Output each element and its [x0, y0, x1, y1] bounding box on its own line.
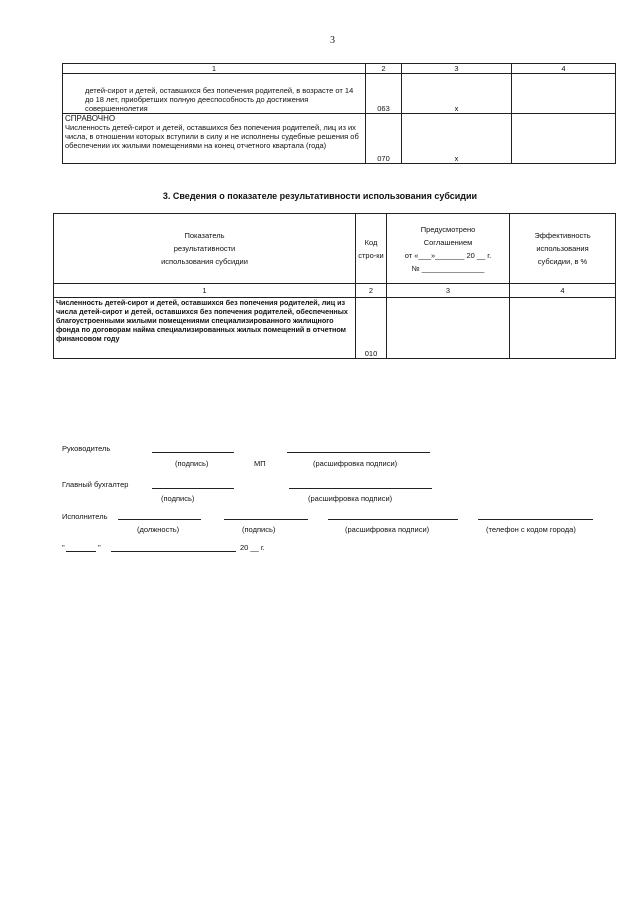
- column-numbers-row: [54, 284, 616, 298]
- col-number: 2: [366, 64, 402, 74]
- head-label: Руководитель: [62, 444, 111, 453]
- table-row: [54, 298, 616, 359]
- executor-phone-line: [478, 519, 593, 520]
- date-day-line: [66, 551, 96, 552]
- header-row: [54, 214, 616, 284]
- accountant-signature-caption: (подпись): [161, 494, 195, 503]
- stamp-label: МП: [254, 459, 266, 468]
- row-value: [510, 298, 616, 359]
- header-efficiency: Эффективность использования субсидии, в %: [510, 214, 616, 284]
- accountant-decoding-line: [289, 488, 432, 489]
- head-decoding-caption: (расшифровка подписи): [313, 459, 398, 468]
- accountant-decoding-caption: (расшифровка подписи): [308, 494, 393, 503]
- row-label: [63, 114, 366, 164]
- executor-decoding-caption: (расшифровка подписи): [345, 525, 430, 534]
- row-value: [512, 74, 616, 114]
- row-label: детей-сирот и детей, оставшихся без попечения родителей, в возрасте от 14 до 18 лет, приобретших полную дееспособность до достижения совершеннолетия: [63, 74, 366, 114]
- row-heading: СПРАВОЧНО: [65, 114, 116, 123]
- col-number: 1: [54, 284, 356, 298]
- executor-position-caption: (должность): [137, 525, 180, 534]
- date-quote-close: ": [98, 543, 101, 552]
- row-code: 063: [366, 74, 402, 114]
- header-indicator: Показатель результативности использования субсидии: [54, 214, 356, 284]
- row-value: х: [402, 114, 512, 164]
- head-signature-line: [152, 452, 234, 453]
- row-label: Численность детей-сирот и детей, оставшихся без попечения родителей, лиц из числа детей-сирот и детей, оставшихся без попечения родителей, обеспеченных благоустроенными жилыми помещениями специализированного жилищного фонда по договорам найма специализированных жилых помещений в отчетном финансовом году: [54, 298, 356, 359]
- col-number: 3: [387, 284, 510, 298]
- head-signature-caption: (подпись): [175, 459, 209, 468]
- row-code: 010: [356, 298, 387, 359]
- row-code: 070: [366, 114, 402, 164]
- page-number: 3: [330, 35, 335, 46]
- accountant-signature-line: [152, 488, 234, 489]
- executor-phone-caption: (телефон с кодом города): [486, 525, 576, 534]
- row-value: [387, 298, 510, 359]
- col-number: 4: [510, 284, 616, 298]
- col-number: 3: [402, 64, 512, 74]
- row-text: Численность детей-сирот и детей, оставшихся без попечения родителей, лиц из их числа, в отношении которых вступили в силу и не исполнены судебные решения об обеспечении их жилыми помещениями на конец отчетного квартала (года): [65, 123, 359, 150]
- executor-decoding-line: [328, 519, 458, 520]
- executor-position-line: [118, 519, 201, 520]
- header-code: Код стро-ки: [356, 214, 387, 284]
- col-number: 1: [63, 64, 366, 74]
- section-title: 3. Сведения о показателе результативности использования субсидии: [162, 191, 478, 201]
- continuation-table: [62, 63, 616, 164]
- column-numbers-row: [63, 64, 616, 74]
- col-number: 2: [356, 284, 387, 298]
- executor-signature-caption: (подпись): [242, 525, 276, 534]
- table-row: [63, 74, 616, 114]
- indicator-table: [53, 213, 616, 359]
- accountant-label: Главный бухгалтер: [62, 480, 129, 489]
- date-quote-open: ": [62, 543, 65, 552]
- date-year: 20 __ г.: [240, 543, 265, 552]
- executor-signature-line: [224, 519, 308, 520]
- table-row: [63, 114, 616, 164]
- date-month-line: [111, 551, 236, 552]
- col-number: 4: [512, 64, 616, 74]
- head-decoding-line: [287, 452, 430, 453]
- row-value: х: [402, 74, 512, 114]
- row-value: [512, 114, 616, 164]
- executor-label: Исполнитель: [62, 512, 108, 521]
- header-agreement: Предусмотрено Соглашением от «___»_______ 20 __ г. № _______________: [387, 214, 510, 284]
